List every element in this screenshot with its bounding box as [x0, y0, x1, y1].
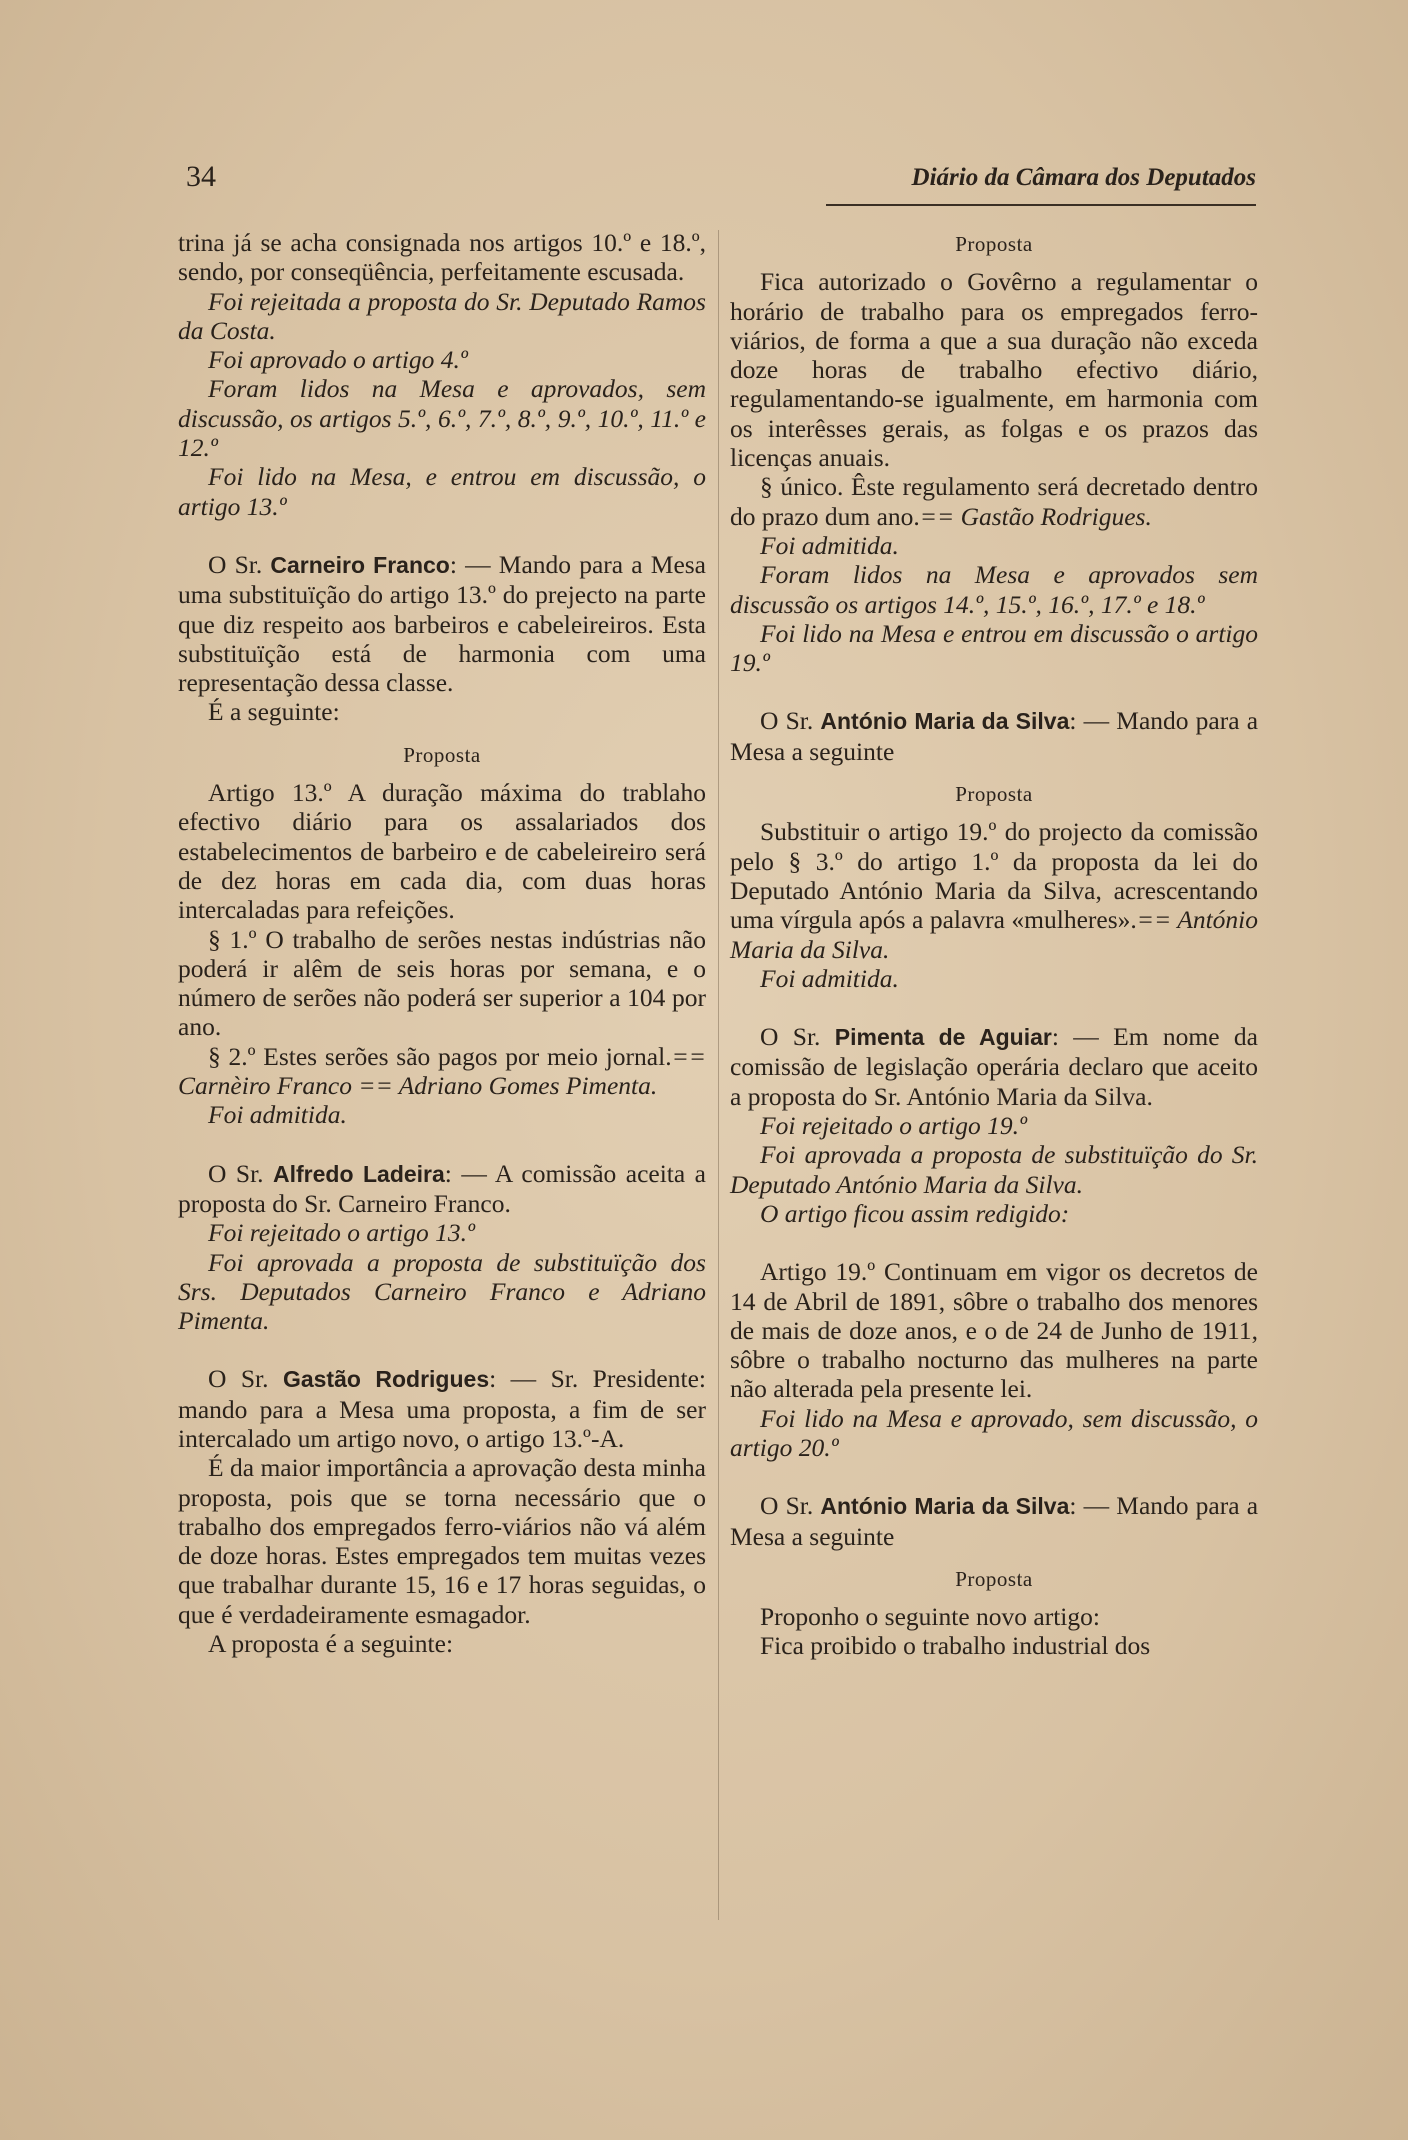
speech-paragraph [178, 550, 706, 697]
column-divider [718, 230, 719, 1920]
proposal-heading: Proposta [955, 1566, 1033, 1591]
paragraph: Foram lidos na Mesa e aprovados sem discussão os artigos 14.º, 15.º, 16.º, 17.º e 18.º [730, 560, 1258, 619]
speech-prefix: O Sr. [208, 1158, 273, 1188]
paragraph [730, 472, 1258, 531]
speech-text: : — Mando para a Mesa uma substituïção do artigo 13.º do prejecto na parte que diz respeito aos barbeiros e cabeleireiros. Esta substituïção está de harmonia com uma representação dessa classe. [178, 549, 706, 698]
paragraph: É a seguinte: [208, 697, 340, 727]
paragraph: trina já se acha consignada nos artigos 10.º e 18.º, sendo, por conseqüência, perfeitamente escusada. [178, 228, 706, 287]
speaker-name: António Maria da Silva [820, 1493, 1070, 1520]
paragraph: Foi lido na Mesa e entrou em discussão o artigo 19.º [730, 618, 1258, 678]
paragraph: O artigo ficou assim redigido: [760, 1198, 1070, 1228]
paragraph-text: Substituir o artigo 19.º do projecto da comissão pelo § 3.º do artigo 1.º da proposta da lei do Deputado António Maria da Silva, acrescentando uma vírgula após a palavra «mulheres». [730, 817, 1258, 935]
paragraph: Foi lido na Mesa e aprovado, sem discussão, o artigo 20.º [730, 1403, 1258, 1462]
speech-prefix: O Sr. [760, 706, 821, 736]
speech-text: : — Mando para a Mesa a seguinte [730, 1491, 1259, 1551]
speech-paragraph [730, 706, 1258, 766]
speaker-name: Alfredo Ladeira [273, 1160, 445, 1187]
speech-text: : — Mando para a Mesa a seguinte [730, 706, 1259, 766]
page-number: 34 [186, 160, 216, 193]
paragraph-text: § único. Êste regulamento será decretado dentro do prazo dum ano. [730, 472, 1258, 531]
speaker-name: Carneiro Franco [270, 551, 450, 578]
proposal-heading: Proposta [955, 782, 1033, 807]
proposal-heading: Proposta [955, 232, 1033, 256]
paragraph: Foi admitida. [208, 1100, 347, 1130]
paragraph: Foi aprovado o artigo 4.º [208, 345, 468, 375]
paragraph: Foi aprovada a proposta de substituïção do Sr. Deputado António Maria da Silva. [730, 1140, 1258, 1199]
speech-prefix: O Sr. [208, 1364, 283, 1394]
paragraph: Foram lidos na Mesa e aprovados, sem discussão, os artigos 5.º, 6.º, 7.º, 8.º, 9.º, 10.º, 11.º e 12.º [178, 374, 706, 463]
speech-prefix: O Sr. [760, 1022, 835, 1052]
speech-text: : — Sr. Presidente: mando para a Mesa uma proposta, a fim de ser intercalado um artigo novo, o artigo 13.º-A. [178, 1364, 706, 1453]
paragraph: Artigo 13.º A duração máxima do trablaho efectivo diário para os assalariados dos estabelecimentos de barbeiro e de cabeleireiro será de dez horas em cada dia, com duas horas intercaladas para refeições. [178, 778, 706, 925]
running-head: Diário da Câmara dos Deputados [911, 164, 1256, 191]
speech-paragraph [730, 1022, 1258, 1111]
paragraph: § 1.º O trabalho de serões nestas indústrias não poderá ir alêm de seis horas por semana, e o número de serões não poderá ser superior a 104 por ano. [178, 924, 706, 1042]
paragraph: Fica proibido o trabalho industrial dos [760, 1631, 1151, 1661]
paragraph: Proponho o seguinte novo artigo: [760, 1602, 1100, 1632]
paragraph: A proposta é a seguinte: [208, 1629, 454, 1659]
paragraph-text: § 2.º Estes serões são pagos por meio jornal. [208, 1041, 672, 1071]
paragraph: Fica autorizado o Govêrno a regulamentar o horário de trabalho para os empregados ferro-viários, de forma a que a sua duração não exceda doze horas de trabalho efectivo diário, regulamentando-se igualmente, em harmonia com os interêsses gerais, as folgas e os prazos das licenças anuais. [730, 267, 1258, 473]
paragraph: Foi admitida. [760, 963, 899, 993]
paragraph: Foi rejeitado o artigo 13.º [208, 1218, 475, 1248]
right-column [730, 228, 1258, 1661]
signature: == Gastão Rodrigues. [919, 501, 1152, 531]
left-column [178, 228, 706, 1658]
signature: == Carnèiro Franco == Adriano Gomes Pimenta. [178, 1041, 706, 1101]
speech-text: : — A comissão aceita a proposta do Sr. Carneiro Franco. [178, 1158, 706, 1218]
speech-paragraph [178, 1159, 706, 1219]
paragraph: Foi aprovada a proposta de substituïção dos Srs. Deputados Carneiro Franco e Adriano Pimenta. [178, 1247, 706, 1336]
paragraph [178, 1042, 706, 1101]
paragraph: Foi lido na Mesa, e entrou em discussão, o artigo 13.º [178, 462, 706, 521]
paragraph: É da maior importância a aprovação desta minha proposta, pois que se torna necessário que o trabalho dos empregados ferro-viários não vá além de doze horas. Estes empregados tem muitas vezes que trabalhar durante 15, 16 e 17 horas seguidas, o que é verdadeiramente esmagador. [178, 1453, 706, 1629]
speaker-name: Gastão Rodrigues [282, 1366, 490, 1393]
paragraph: Artigo 19.º Continuam em vigor os decretos de 14 de Abril de 1891, sôbre o trabalho dos menores de mais de doze anos, e o de 24 de Junho de 1911, sôbre o trabalho nocturno das mulheres na parte não alterada pela presente lei. [730, 1257, 1258, 1404]
speech-prefix: O Sr. [760, 1491, 821, 1521]
paragraph: Foi rejeitado o artigo 19.º [760, 1111, 1027, 1141]
paragraph [730, 817, 1258, 963]
speech-prefix: O Sr. [208, 549, 271, 579]
speech-text: : — Em nome da comissão de legislação operária declaro que aceito a proposta do Sr. António Maria da Silva. [730, 1022, 1258, 1111]
proposal-heading: Proposta [403, 742, 481, 767]
paragraph: Foi rejeitada a proposta do Sr. Deputado Ramos da Costa. [178, 286, 706, 345]
speech-paragraph [178, 1364, 706, 1453]
paragraph: Foi admitida. [760, 530, 899, 560]
speech-paragraph [730, 1491, 1258, 1551]
signature: == António Maria da Silva. [730, 905, 1258, 964]
header-rule [826, 204, 1256, 206]
speaker-name: Pimenta de Aguiar [834, 1024, 1052, 1051]
speaker-name: António Maria da Silva [820, 708, 1070, 735]
